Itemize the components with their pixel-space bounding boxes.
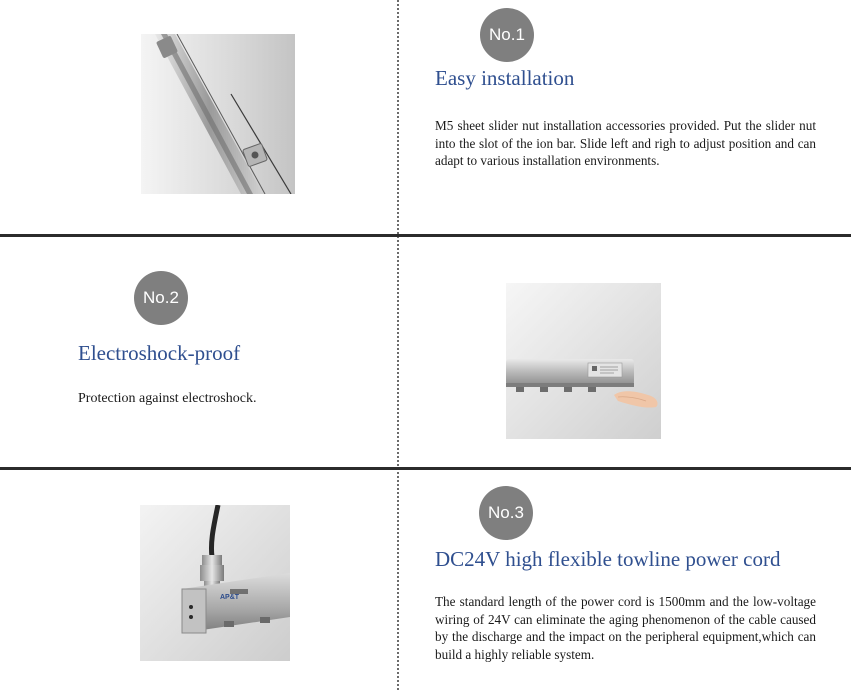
device-brand-label: AP&T bbox=[220, 594, 240, 601]
slider-nut-installation-photo bbox=[141, 34, 295, 194]
feature-description-3: The standard length of the power cord is 1500mm and the low-voltage wiring of 24V can eliminate the aging phenomenon of the cable caused by the discharge and the impact on the peripheral equipment,which can build a highly reliable system. bbox=[435, 594, 816, 662]
feature-title-3: DC24V high flexible towline power cord bbox=[435, 547, 781, 571]
feature-description-2: Protection against electroshock. bbox=[78, 391, 257, 406]
feature-number-badge-2: No.2 bbox=[134, 271, 188, 325]
feature-number-badge-3: No.3 bbox=[479, 486, 533, 540]
horizontal-divider-2 bbox=[0, 467, 851, 470]
electroshock-proof-photo bbox=[506, 283, 661, 439]
feature-title-2: Electroshock-proof bbox=[78, 341, 241, 365]
horizontal-divider-1 bbox=[0, 234, 851, 237]
feature-description-1: M5 sheet slider nut installation accessories provided. Put the slider nut into the slot of the ion bar. Slide left and righ to adjust position and can adapt to various installation environments. bbox=[435, 118, 816, 168]
vertical-divider bbox=[397, 0, 399, 690]
power-cord-photo bbox=[140, 505, 290, 661]
feature-title-1: Easy installation bbox=[435, 66, 575, 90]
feature-number-badge-1: No.1 bbox=[480, 8, 534, 62]
